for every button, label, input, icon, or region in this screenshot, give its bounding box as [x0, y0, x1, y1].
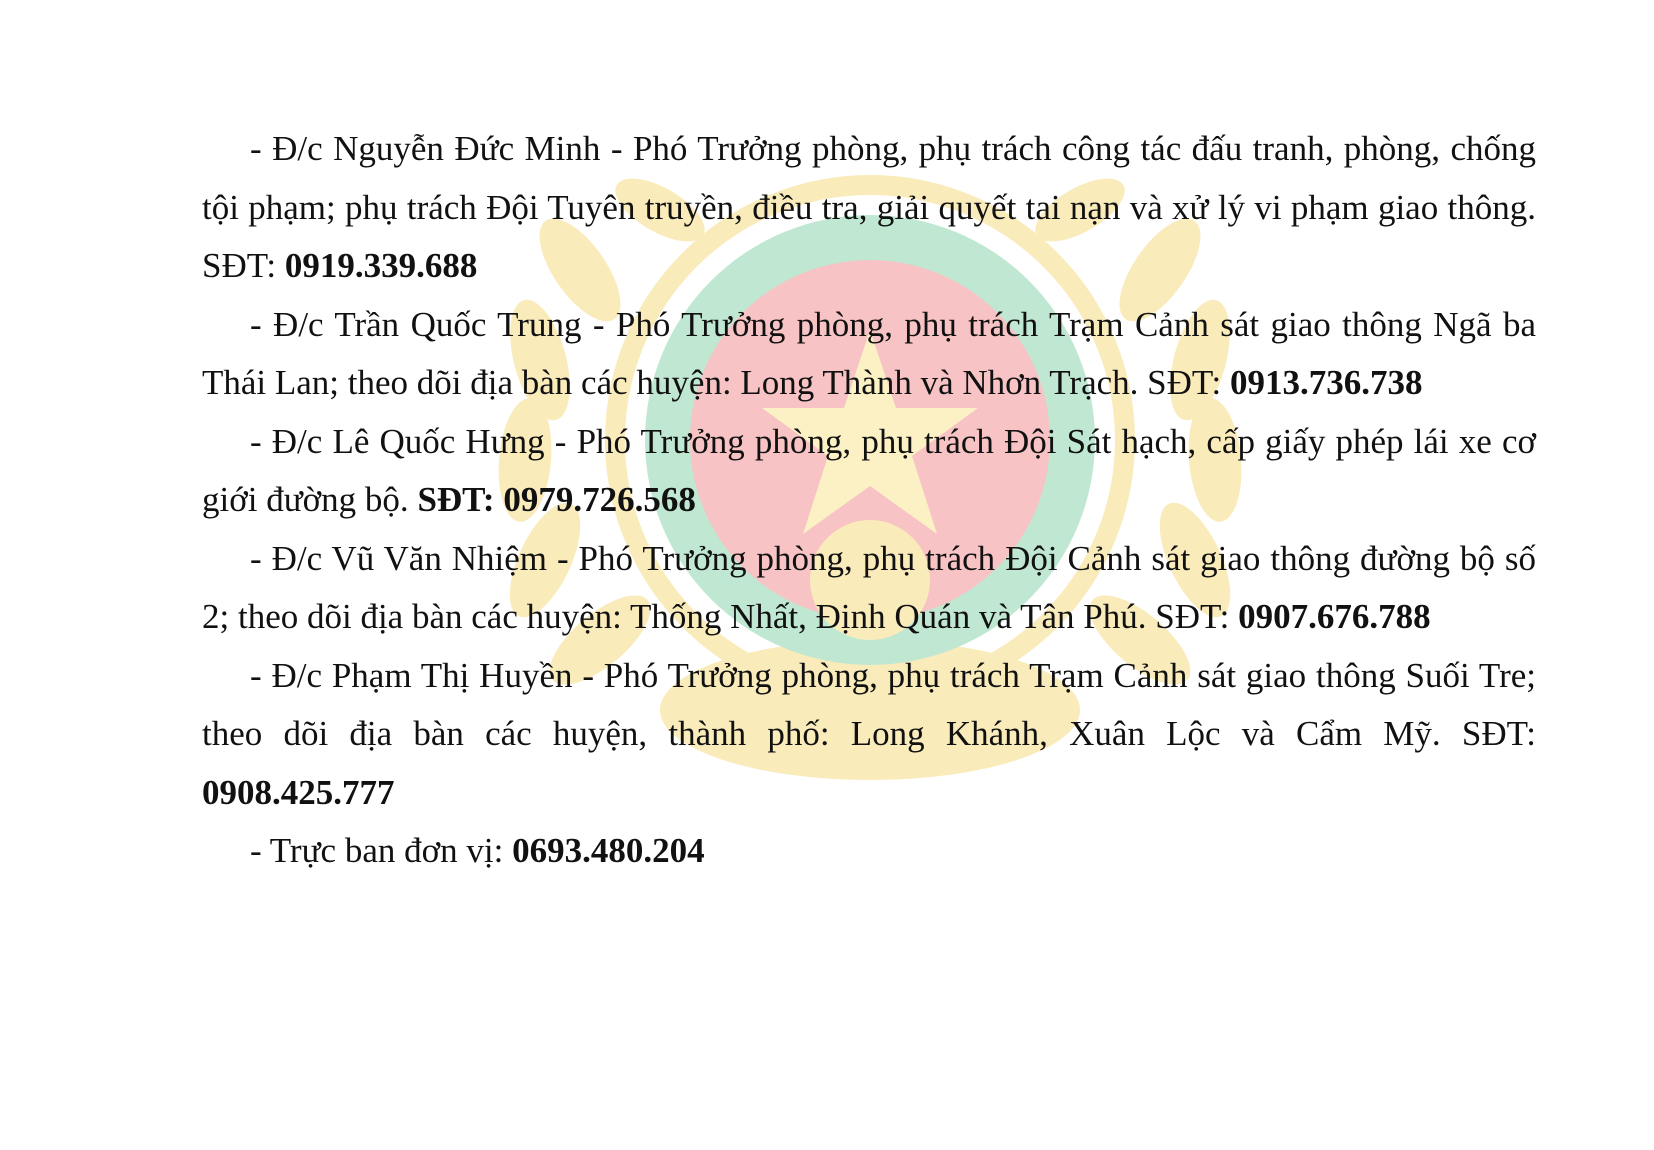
entry-text: - Đ/c Nguyễn Đức Minh - Phó Trưởng phòng, phụ trách công tác đấu tranh, phòng, chống tội phạm; phụ trách Đội Tuyên truyền, điều tra, giải quyết tai nạn và xử lý vi phạm giao thông. SĐT:: [202, 129, 1536, 285]
phone-number: 0919.339.688: [284, 246, 478, 285]
phone-number: 0907.676.788: [1238, 597, 1431, 636]
phone-number: 0913.736.738: [1230, 363, 1423, 402]
phone-number: SĐT: 0979.726.568: [417, 480, 696, 519]
contact-entry: [202, 413, 1536, 530]
contact-entry: [202, 530, 1536, 647]
phone-number: 0908.425.777: [202, 772, 395, 812]
entry-text: - Đ/c Vũ Văn Nhiệm - Phó Trưởng phòng, phụ trách Đội Cảnh sát giao thông đường bộ số 2; theo dõi địa bàn các huyện: Thống Nhất, Định Quán và Tân Phú. SĐT:: [202, 538, 1536, 636]
entry-text: - Trực ban đơn vị:: [250, 831, 513, 870]
contact-entry: [202, 647, 1536, 823]
phone-number: 0693.480.204: [512, 831, 705, 870]
contact-entry: [202, 296, 1536, 413]
entry-text: - Đ/c Phạm Thị Huyền - Phó Trưởng phòng, phụ trách Trạm Cảnh sát giao thông Suối Tre; theo dõi địa bàn các huyện, thành phố: Long Khánh, Xuân Lộc và Cẩm Mỹ. SĐT:: [202, 655, 1536, 753]
duty-officer-entry: [202, 822, 1536, 881]
contact-list-document: [202, 120, 1536, 881]
entry-text: - Đ/c Lê Quốc Hưng - Phó Trưởng phòng, phụ trách Đội Sát hạch, cấp giấy phép lái xe cơ giới đường bộ.: [202, 421, 1536, 519]
entry-text: - Đ/c Trần Quốc Trung - Phó Trưởng phòng, phụ trách Trạm Cảnh sát giao thông Ngã ba Thái Lan; theo dõi địa bàn các huyện: Long Thành và Nhơn Trạch. SĐT:: [202, 304, 1536, 402]
contact-entry: [202, 120, 1536, 296]
